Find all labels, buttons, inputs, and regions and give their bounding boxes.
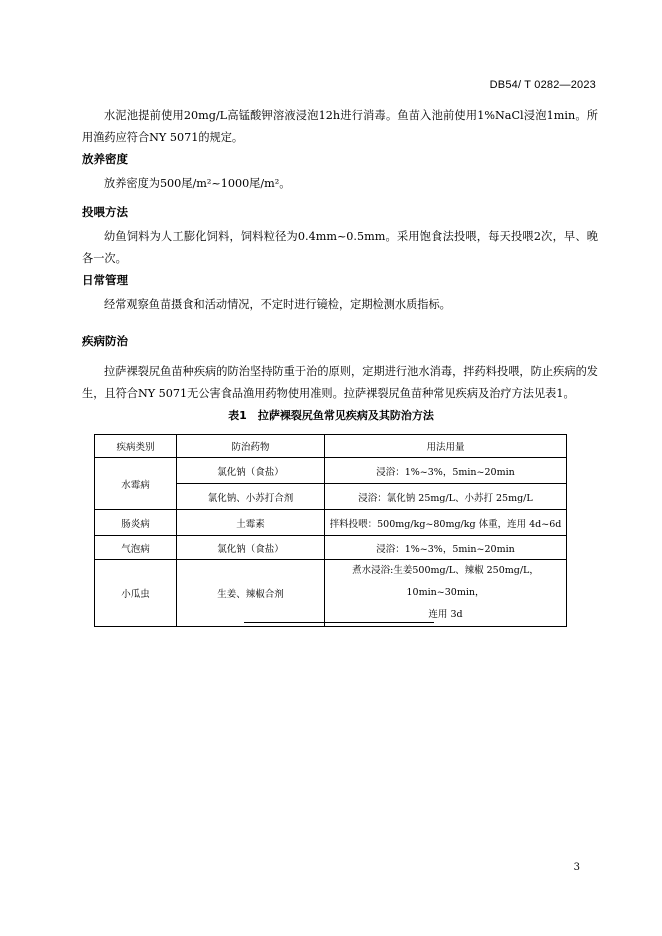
disease-treatment-table — [94, 434, 567, 627]
end-of-document-rule — [244, 622, 434, 623]
stocking-density-heading: 放养密度 — [82, 152, 128, 166]
dosage-cell: 浸浴：氯化钠 25mg/L、小苏打 25mg/L — [325, 484, 567, 510]
document-code: DB54/ T 0282—2023 — [489, 79, 596, 91]
header-treatment-drug: 防治药物 — [177, 435, 325, 458]
dosage-cell — [325, 560, 567, 627]
daily-management-heading: 日常管理 — [82, 273, 128, 287]
drug-cell: 氯化钠、小苏打合剂 — [177, 484, 325, 510]
feeding-method-heading: 投喂方法 — [82, 205, 128, 219]
header-disease-type: 疾病类别 — [95, 435, 177, 458]
dosage-line: 煮水浸浴:生姜500mg/L、辣椒 250mg/L，10min~30min， — [352, 565, 539, 598]
dosage-cell: 拌料投喂：500mg/kg~80mg/kg 体重，连用 4d~6d — [325, 510, 567, 536]
dosage-cell: 浸浴：1%~3%，5min~20min — [325, 536, 567, 560]
drug-cell: 氯化钠（食盐） — [177, 536, 325, 560]
drug-cell: 生姜、辣椒合剂 — [177, 560, 325, 627]
disease-cell: 水霉病 — [95, 458, 177, 510]
dosage-line: 连用 3d — [428, 609, 463, 620]
header-dosage: 用法用量 — [325, 435, 567, 458]
table-header-row — [95, 435, 567, 458]
table-row — [95, 458, 567, 484]
feeding-method-paragraph: 幼鱼饲料为人工膨化饲料，饲料粒径为0.4mm~0.5mm。采用饱食法投喂，每天投喂2次，早、晚各一次。 — [82, 230, 598, 265]
table-row — [95, 560, 567, 627]
disease-cell: 小瓜虫 — [95, 560, 177, 627]
disease-prevention-paragraph: 拉萨裸裂尻鱼苗种疾病的防治坚持防重于治的原则，定期进行池水消毒，拌药料投喂，防止疾病的发生，且符合NY 5071无公害食品渔用药物使用准则。拉萨裸裂尻鱼苗种常见疾病及治疗方法见表1。 — [82, 365, 598, 400]
disease-prevention-heading: 疾病防治 — [82, 334, 128, 348]
disease-cell: 肠炎病 — [95, 510, 177, 536]
table-caption: 表1 拉萨裸裂尻鱼常见疾病及其防治方法 — [228, 409, 434, 422]
table-row — [95, 536, 567, 560]
drug-cell: 土霉素 — [177, 510, 325, 536]
daily-management-paragraph: 经常观察鱼苗摄食和活动情况，不定时进行镜检，定期检测水质指标。 — [104, 298, 451, 311]
table-row — [95, 510, 567, 536]
drug-cell: 氯化钠（食盐） — [177, 458, 325, 484]
disease-cell: 气泡病 — [95, 536, 177, 560]
dosage-cell: 浸浴：1%~3%，5min~20min — [325, 458, 567, 484]
disinfection-paragraph: 水泥池提前使用20mg/L高锰酸钾溶液浸泡12h进行消毒。鱼苗入池前使用1%NaCl浸泡1min。所用渔药应符合NY 5071的规定。 — [82, 109, 598, 144]
page-number: 3 — [573, 862, 580, 873]
stocking-density-paragraph: 放养密度为500尾/m²~1000尾/m²。 — [104, 177, 291, 190]
